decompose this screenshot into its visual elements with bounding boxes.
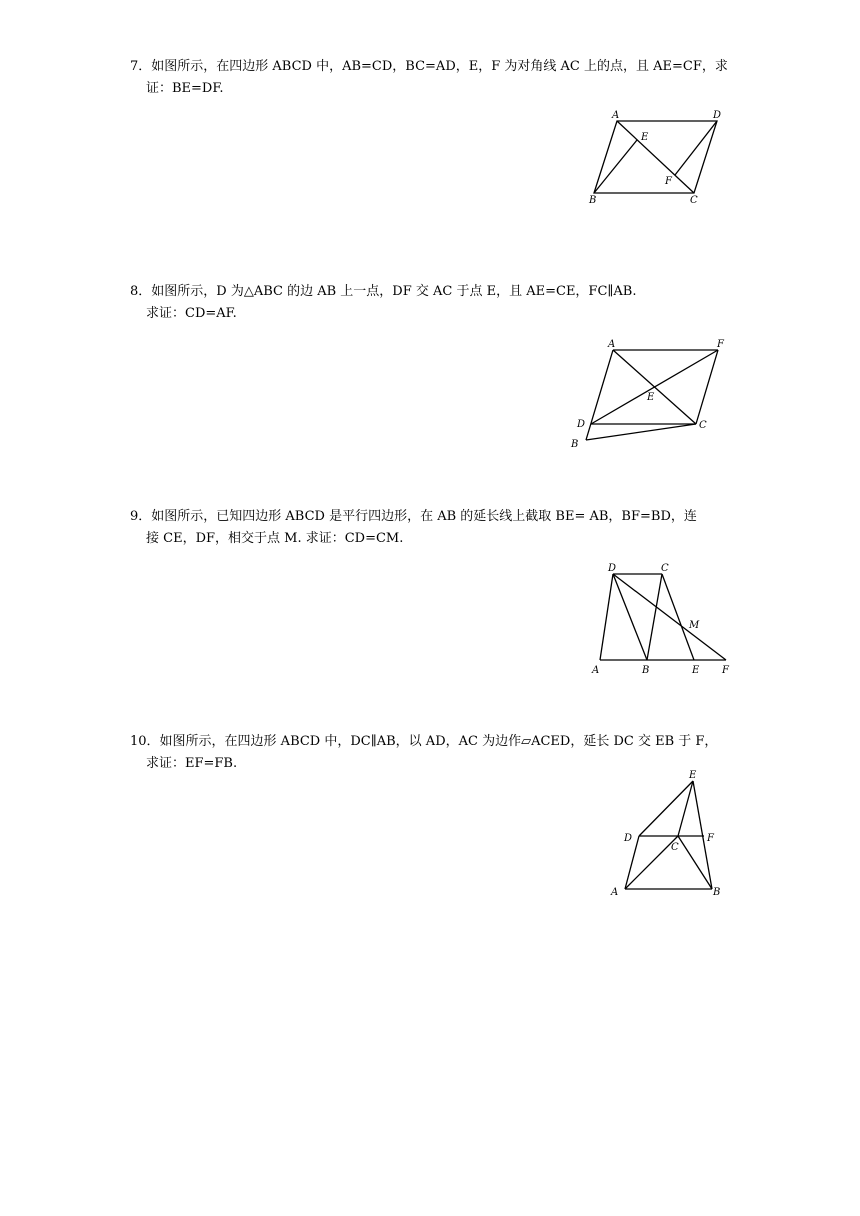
fig10-label-c: C (671, 842, 679, 853)
fig10-label-d: D (624, 833, 633, 844)
fig10-label-e: E (689, 770, 697, 781)
fig8-label-e: E (647, 392, 655, 403)
fig9-label-f: F (722, 665, 729, 676)
fig10-label-a: A (611, 887, 619, 898)
fig8-label-b: B (571, 439, 579, 450)
fig9-segment-ce (662, 574, 694, 660)
problem-8-text-line1: 8．如图所示，D 为△ABC 的边 AB 上一点，DF 交 AC 于点 E，且 AE=CE，FC∥AB. (130, 284, 637, 299)
fig7-label-e: E (641, 132, 649, 143)
fig7-segment-be (594, 140, 637, 193)
fig8-segment-ab (586, 350, 613, 440)
fig10-label-b: B (713, 887, 721, 898)
problem-8-text-line2: 求证：CD=AF. (146, 306, 237, 321)
fig8-label-c: C (699, 420, 707, 431)
fig8-label-d: D (577, 419, 586, 430)
fig10-label-f: F (707, 833, 714, 844)
fig9-label-d: D (608, 563, 617, 574)
fig9-segment-ad (600, 574, 613, 660)
figure-9 (585, 558, 745, 678)
fig7-segment-df (675, 121, 717, 175)
fig9-label-m: M (689, 620, 700, 631)
fig9-segment-bc (647, 574, 662, 660)
fig8-segment-bc (586, 424, 696, 440)
fig7-label-b: B (589, 195, 597, 206)
figure-8 (565, 333, 735, 453)
figure-10 (600, 763, 740, 903)
fig9-label-a: A (592, 665, 600, 676)
fig9-label-e: E (692, 665, 700, 676)
fig7-label-f: F (665, 176, 672, 187)
figure-7 (580, 105, 730, 210)
fig8-label-f: F (717, 339, 724, 350)
problem-9-text-line1: 9．如图所示，已知四边形 ABCD 是平行四边形，在 AB 的延长线上截取 BE= AB，BF=BD，连 (130, 509, 697, 524)
fig8-label-a: A (608, 339, 616, 350)
problem-9-text-line2: 接 CE，DF，相交于点 M. 求证：CD=CM. (146, 531, 404, 546)
fig7-label-c: C (690, 195, 698, 206)
problem-7-text-line2: 证：BE=DF. (146, 81, 224, 96)
fig7-label-a: A (612, 110, 620, 121)
problem-10-text-line1: 10．如图所示，在四边形 ABCD 中，DC∥AB，以 AD，AC 为边作▱ACED，延长 DC 交 EB 于 F， (130, 734, 718, 749)
fig9-label-b: B (642, 665, 650, 676)
fig7-diagonal-ac (617, 121, 694, 193)
fig9-label-c: C (661, 563, 669, 574)
problem-7-text-line1: 7．如图所示，在四边形 ABCD 中，AB=CD，BC=AD，E，F 为对角线 AC 上的点，且 AE=CF，求 (130, 59, 728, 74)
problem-10-text-line2: 求证：EF=FB. (146, 756, 238, 771)
fig7-label-d: D (713, 110, 722, 121)
